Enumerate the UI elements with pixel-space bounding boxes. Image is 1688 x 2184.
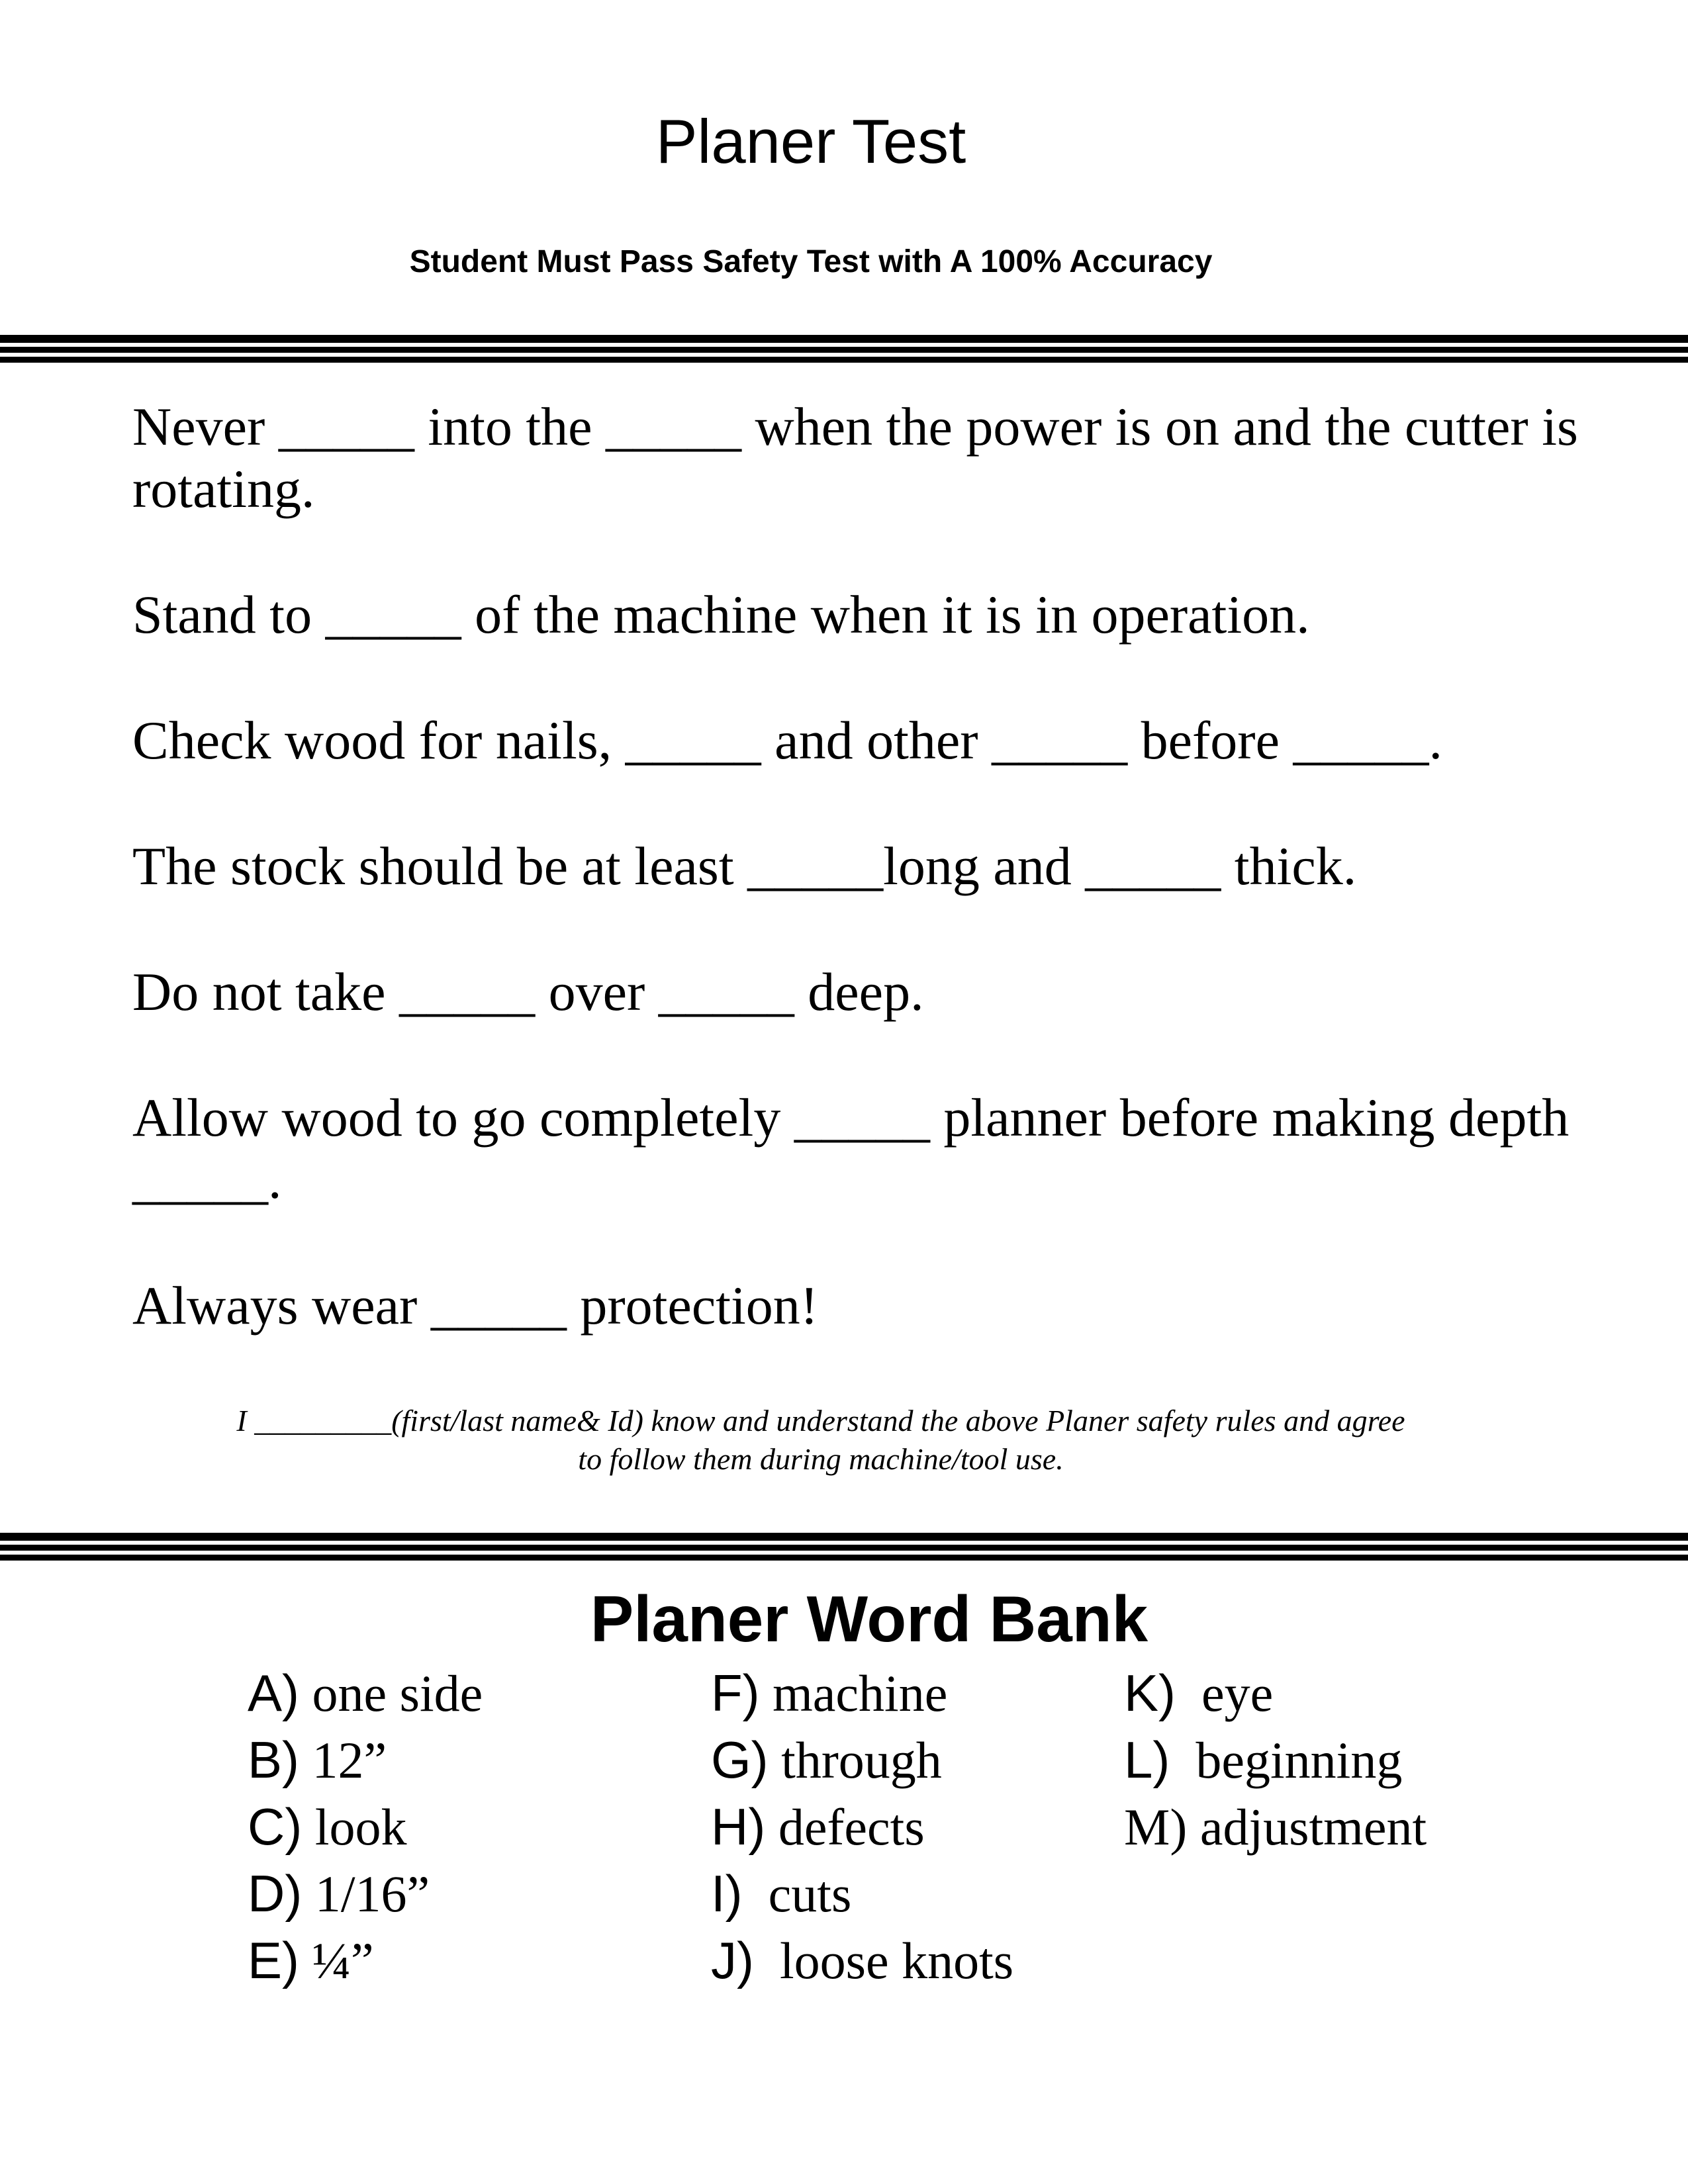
word-bank-item: G) through [711,1731,942,1789]
word-bank-item: B) 12” [248,1731,387,1789]
word-bank-title: Planer Word Bank [590,1582,1149,1655]
word-bank-item: M) adjustment [1124,1798,1427,1856]
question-7: Always wear _____ protection! [132,1275,819,1336]
word-bank-item: A) one side [248,1664,483,1722]
question-5: Do not take _____ over _____ deep. [132,962,924,1022]
word-bank-item: E) ¼” [248,1931,374,1989]
questions-list [132,396,1589,1337]
question-1: Never _____ into the _____ when the power is on and the cutter is rotating. [132,396,1578,519]
word-bank-column-1 [248,1660,483,1994]
word-bank-column-3 [1124,1660,1427,1860]
word-bank-item: J) loose knots [711,1931,1014,1989]
question-3: Check wood for nails, _____ and other _____ before _____. [132,710,1442,770]
top-divider [0,335,1688,367]
page-subtitle: Student Must Pass Safety Test with A 100% Accuracy [409,244,1213,279]
word-bank-item: F) machine [711,1664,948,1722]
pledge-line-2: to follow them during machine/tool use. [578,1442,1064,1476]
page-title: Planer Test [655,107,966,176]
pledge-line-1: I _________(first/last name& Id) know and understand the above Planer safety rules and agree [236,1404,1405,1437]
word-bank-item: C) look [248,1797,407,1856]
word-bank-item: L) beginning [1124,1731,1403,1789]
question-2: Stand to _____ of the machine when it is in operation. [132,584,1310,645]
word-bank-item: I) cuts [711,1864,852,1923]
bottom-divider [0,1533,1688,1565]
word-bank-item: H) defects [711,1797,925,1856]
question-6: Allow wood to go completely _____ planner before making depth _____. [132,1087,1570,1210]
question-4: The stock should be at least _____long and _____ thick. [132,836,1357,896]
word-bank-item: D) 1/16” [248,1864,430,1923]
pledge-statement [159,1402,1483,1479]
word-bank-column-2 [711,1660,1013,1994]
word-bank-item: K) eye [1124,1664,1274,1722]
